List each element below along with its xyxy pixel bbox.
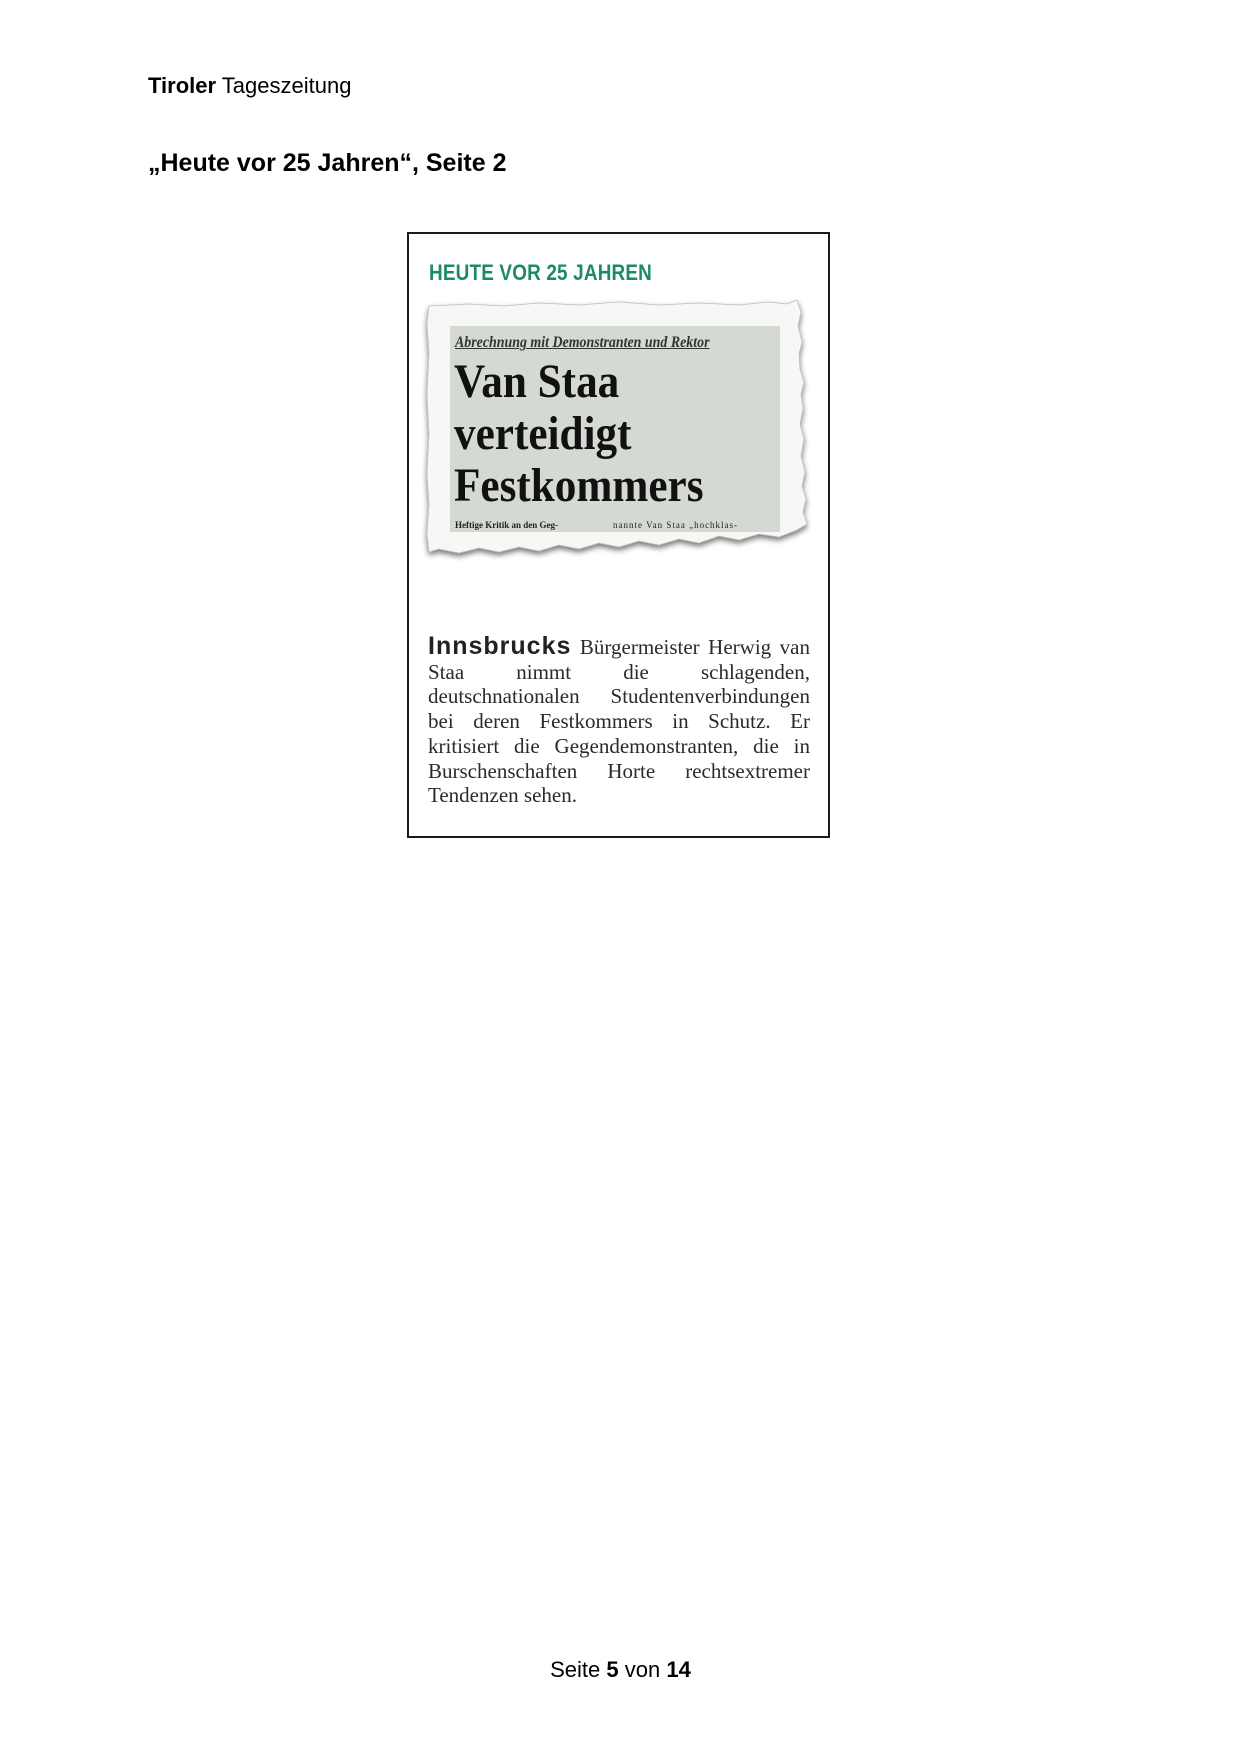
article-text: Bürgermeister Herwig van Staa nimmt die schlagenden, deutschnationalen Studentenverbindungen bei deren Festkommers in Schutz. Er kritisiert die Gegendemonstranten, die in Burschenschaften Horte rechtsextremer Tendenzen sehen. [428, 635, 810, 808]
article-body [428, 634, 810, 808]
page-total: 14 [666, 1657, 691, 1682]
headline-line: Festkommers [454, 459, 704, 512]
publication-name [148, 73, 351, 99]
headline-snippet [450, 326, 780, 532]
document-title: „Heute vor 25 Jahren“, Seite 2 [148, 149, 507, 177]
page-current: 5 [606, 1657, 619, 1682]
clipping-kicker: HEUTE VOR 25 JAHREN [429, 260, 653, 285]
snippet-headline [454, 356, 704, 512]
teaser-left: Heftige Kritik an den Geg- [455, 520, 558, 530]
publication-name-rest: Tageszeitung [221, 73, 352, 98]
page-middle: von [624, 1657, 661, 1682]
article-lead-word: Innsbrucks [428, 632, 572, 660]
headline-line: Van Staa [454, 355, 620, 408]
snippet-overline: Abrechnung mit Demonstranten und Rektor [455, 334, 710, 351]
teaser-right: nannte Van Staa „hochklas- [613, 520, 739, 530]
newspaper-clipping [407, 232, 830, 838]
page-prefix: Seite [550, 1657, 601, 1682]
publication-name-bold: Tiroler [148, 73, 217, 98]
headline-line: verteidigt [454, 407, 632, 460]
page-number [0, 1657, 1241, 1683]
